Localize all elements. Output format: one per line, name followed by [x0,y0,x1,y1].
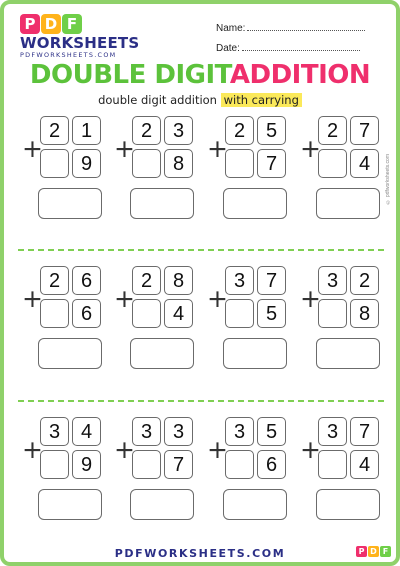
bottom-tens-digit [225,450,254,479]
bottom-ones-digit: 5 [257,299,286,328]
bottom-tens-digit [132,450,161,479]
brand-logo [20,14,138,60]
plus-sign: + [207,435,228,464]
date-label: Date: [216,43,240,54]
top-tens-digit: 2 [40,116,69,145]
plus-sign: + [300,134,321,163]
plus-sign: + [114,134,135,163]
name-field[interactable] [216,21,365,34]
bottom-tens-digit [40,299,69,328]
bottom-tens-digit [225,149,254,178]
bottom-tens-digit [132,299,161,328]
addition-problem [114,266,214,386]
date-field[interactable] [216,41,360,54]
logo-word: WORKSHEETS [20,34,140,52]
top-tens-digit: 2 [132,116,161,145]
section-separator [18,249,384,251]
bottom-tens-digit [225,299,254,328]
top-ones-digit: 5 [257,417,286,446]
top-ones-digit: 7 [350,116,379,145]
top-ones-digit: 8 [164,266,193,295]
top-tens-digit: 2 [225,116,254,145]
plus-sign: + [22,284,43,313]
section-separator [18,400,384,402]
answer-box[interactable] [38,188,102,219]
answer-box[interactable] [38,489,102,520]
bottom-ones-digit: 6 [72,299,101,328]
subtitle-highlight: with carrying [221,93,302,107]
name-line[interactable] [247,21,365,31]
plus-sign: + [207,284,228,313]
bottom-ones-digit: 4 [350,450,379,479]
top-tens-digit: 3 [318,266,347,295]
answer-box[interactable] [316,188,380,219]
bottom-tens-digit [40,149,69,178]
top-ones-digit: 3 [164,417,193,446]
top-tens-digit: 2 [40,266,69,295]
bottom-ones-digit: 6 [257,450,286,479]
top-ones-digit: 4 [72,417,101,446]
mini-logo-letter: F [380,546,391,557]
top-ones-digit: 1 [72,116,101,145]
bottom-ones-digit: 7 [164,450,193,479]
bottom-ones-digit: 9 [72,450,101,479]
worksheet-subtitle [4,93,396,107]
answer-box[interactable] [223,489,287,520]
answer-box[interactable] [130,338,194,369]
addition-problem [22,417,122,537]
top-ones-digit: 3 [164,116,193,145]
answer-box[interactable] [316,489,380,520]
addition-problem [207,417,307,537]
mini-logo-letter: P [356,546,367,557]
top-tens-digit: 3 [225,417,254,446]
answer-box[interactable] [130,489,194,520]
addition-problem [207,266,307,386]
top-ones-digit: 7 [350,417,379,446]
bottom-ones-digit: 4 [164,299,193,328]
footer-url: PDFWORKSHEETS.COM [114,547,286,560]
mini-logo-letter: D [368,546,379,557]
top-tens-digit: 2 [132,266,161,295]
answer-box[interactable] [130,188,194,219]
answer-box[interactable] [38,338,102,369]
bottom-tens-digit [40,450,69,479]
bottom-ones-digit: 8 [164,149,193,178]
addition-problem [114,116,214,236]
top-ones-digit: 7 [257,266,286,295]
plus-sign: + [207,134,228,163]
name-label: Name: [216,23,246,34]
top-ones-digit: 5 [257,116,286,145]
bottom-tens-digit [132,149,161,178]
plus-sign: + [22,134,43,163]
top-tens-digit: 3 [40,417,69,446]
logo-letter: D [41,14,61,34]
addition-problem [114,417,214,537]
bottom-tens-digit [318,299,347,328]
worksheet-title [4,60,396,90]
top-tens-digit: 2 [318,116,347,145]
addition-problem [22,116,122,236]
answer-box[interactable] [223,188,287,219]
addition-problem [300,266,400,386]
bottom-tens-digit [318,149,347,178]
logo-letter-blocks [20,14,138,34]
logo-letter: P [20,14,40,34]
top-tens-digit: 3 [132,417,161,446]
title-part-2: ADDITION [229,60,371,90]
top-tens-digit: 3 [225,266,254,295]
plus-sign: + [300,284,321,313]
logo-url: PDFWORKSHEETS.COM [20,51,117,59]
plus-sign: + [114,435,135,464]
bottom-tens-digit [318,450,347,479]
addition-problem [207,116,307,236]
title-part-1: DOUBLE DIGIT [29,60,230,90]
subtitle-plain: double digit addition [98,93,217,107]
addition-problem [22,266,122,386]
answer-box[interactable] [223,338,287,369]
date-line[interactable] [242,41,360,51]
logo-letter: F [62,14,82,34]
footer-mini-logo [356,546,391,557]
plus-sign: + [22,435,43,464]
top-ones-digit: 6 [72,266,101,295]
bottom-ones-digit: 4 [350,149,379,178]
top-ones-digit: 2 [350,266,379,295]
bottom-ones-digit: 7 [257,149,286,178]
bottom-ones-digit: 8 [350,299,379,328]
side-url: © pdfworksheets.com [385,154,391,205]
plus-sign: + [300,435,321,464]
bottom-ones-digit: 9 [72,149,101,178]
side-watermark [381,154,395,234]
plus-sign: + [114,284,135,313]
top-tens-digit: 3 [318,417,347,446]
answer-box[interactable] [316,338,380,369]
addition-problem [300,417,400,537]
